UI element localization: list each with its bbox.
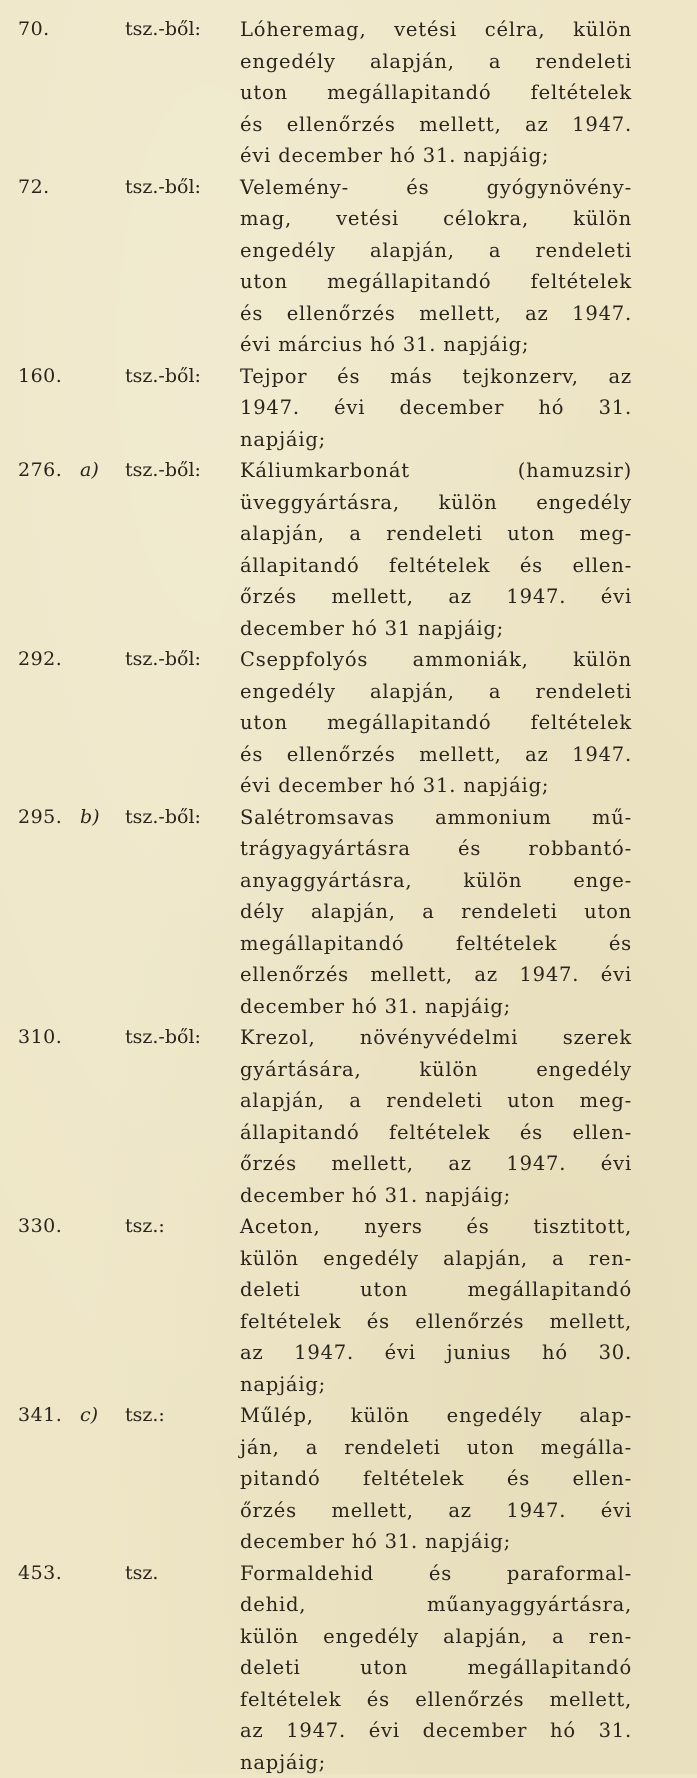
description-line: napjáig; [240, 424, 632, 456]
entry-number: 292. [18, 644, 78, 676]
description-line: anyaggyártásra, külön enge- [240, 865, 632, 897]
description-line: és ellenőrzés mellett, az 1947. [240, 109, 632, 141]
entry-description [240, 455, 632, 644]
description-line: december hó 31. napjáig; [240, 991, 632, 1023]
description-line: december hó 31. napjáig; [240, 1180, 632, 1212]
description-line: megállapitandó feltételek és [240, 928, 632, 960]
description-line: üveggyártásra, külön engedély [240, 487, 632, 519]
description-line: ellenőrzés mellett, az 1947. évi [240, 959, 632, 991]
entry-description [240, 644, 632, 802]
description-line: Lóheremag, vetési célra, külön [240, 14, 632, 46]
entry-tariff-reference: tsz.-ből: [125, 644, 201, 676]
description-line: Káliumkarbonát (hamuzsir) [240, 455, 632, 487]
description-line: pitandó feltételek és ellen- [240, 1463, 632, 1495]
tariff-entry [0, 1211, 697, 1400]
description-line: állapitandó feltételek és ellen- [240, 1117, 632, 1149]
description-line: külön engedély alapján, a ren- [240, 1621, 632, 1653]
entry-tariff-reference: tsz.-ből: [125, 172, 201, 204]
entry-tariff-reference: tsz.: [125, 1400, 165, 1432]
entry-tariff-reference: tsz.-ből: [125, 361, 201, 393]
description-line: engedély alapján, a rendeleti [240, 235, 632, 267]
tariff-entry [0, 14, 697, 172]
description-line: Krezol, növényvédelmi szerek [240, 1022, 632, 1054]
tariff-entry [0, 644, 697, 802]
description-line: napjáig; [240, 1747, 632, 1778]
entry-description [240, 1400, 632, 1558]
description-line: Velemény- és gyógynövény- [240, 172, 632, 204]
entry-number: 341. [18, 1400, 78, 1432]
description-line: Műlép, külön engedély alap- [240, 1400, 632, 1432]
tariff-entry [0, 361, 697, 456]
entry-number: 330. [18, 1211, 78, 1243]
entry-description [240, 14, 632, 172]
description-line: uton megállapitandó feltételek [240, 266, 632, 298]
description-line: uton megállapitandó feltételek [240, 77, 632, 109]
description-line: Tejpor és más tejkonzerv, az [240, 361, 632, 393]
description-line: gyártására, külön engedély [240, 1054, 632, 1086]
description-line: ján, a rendeleti uton megálla- [240, 1432, 632, 1464]
entry-tariff-reference: tsz.-ből: [125, 14, 201, 46]
entry-description [240, 1558, 632, 1778]
description-line: napjáig; [240, 1369, 632, 1401]
entry-number: 310. [18, 1022, 78, 1054]
description-line: évi december hó 31. napjáig; [240, 770, 632, 802]
description-line: engedély alapján, a rendeleti [240, 46, 632, 78]
entry-description [240, 172, 632, 361]
entry-tariff-reference: tsz.-ből: [125, 802, 201, 834]
entry-number: 453. [18, 1558, 78, 1590]
description-line: dehid, műanyaggyártásra, [240, 1589, 632, 1621]
entry-number: 160. [18, 361, 78, 393]
entry-tariff-reference: tsz.-ből: [125, 455, 201, 487]
description-line: december hó 31 napjáig; [240, 613, 632, 645]
entry-subitem: a) [80, 455, 99, 487]
description-line: 1947. évi december hó 31. [240, 392, 632, 424]
description-line: Cseppfolyós ammoniák, külön [240, 644, 632, 676]
entry-tariff-reference: tsz.: [125, 1211, 165, 1243]
entry-number: 70. [18, 14, 78, 46]
entry-tariff-reference: tsz.-ből: [125, 1022, 201, 1054]
description-line: évi március hó 31. napjáig; [240, 329, 632, 361]
description-line: Salétromsavas ammonium mű- [240, 802, 632, 834]
description-line: az 1947. évi junius hó 30. [240, 1337, 632, 1369]
description-line: külön engedély alapján, a ren- [240, 1243, 632, 1275]
tariff-entries-list [0, 14, 697, 1778]
description-line: trágyagyártásra és robbantó- [240, 833, 632, 865]
entry-subitem: c) [80, 1400, 98, 1432]
description-line: és ellenőrzés mellett, az 1947. [240, 739, 632, 771]
description-line: feltételek és ellenőrzés mellett, [240, 1306, 632, 1338]
description-line: és ellenőrzés mellett, az 1947. [240, 298, 632, 330]
entry-description [240, 802, 632, 1023]
description-line: őrzés mellett, az 1947. évi [240, 581, 632, 613]
entry-tariff-reference: tsz. [125, 1558, 158, 1590]
description-line: uton megállapitandó feltételek [240, 707, 632, 739]
entry-description [240, 1022, 632, 1211]
tariff-entry [0, 1022, 697, 1211]
description-line: évi december hó 31. napjáig; [240, 140, 632, 172]
tariff-entry [0, 1558, 697, 1778]
description-line: őrzés mellett, az 1947. évi [240, 1148, 632, 1180]
tariff-entry [0, 1400, 697, 1558]
entry-description [240, 1211, 632, 1400]
description-line: Aceton, nyers és tisztitott, [240, 1211, 632, 1243]
entry-number: 295. [18, 802, 78, 834]
description-line: december hó 31. napjáig; [240, 1526, 632, 1558]
tariff-entry [0, 172, 697, 361]
description-line: az 1947. évi december hó 31. [240, 1715, 632, 1747]
tariff-entry [0, 802, 697, 1023]
description-line: Formaldehid és paraformal- [240, 1558, 632, 1590]
description-line: alapján, a rendeleti uton meg- [240, 1085, 632, 1117]
description-line: őrzés mellett, az 1947. évi [240, 1495, 632, 1527]
entry-number: 276. [18, 455, 78, 487]
description-line: deleti uton megállapitandó [240, 1652, 632, 1684]
description-line: feltételek és ellenőrzés mellett, [240, 1684, 632, 1716]
entry-number: 72. [18, 172, 78, 204]
entry-description [240, 361, 632, 456]
description-line: engedély alapján, a rendeleti [240, 676, 632, 708]
description-line: állapitandó feltételek és ellen- [240, 550, 632, 582]
description-line: alapján, a rendeleti uton meg- [240, 518, 632, 550]
entry-subitem: b) [80, 802, 100, 834]
tariff-entry [0, 455, 697, 644]
description-line: dély alapján, a rendeleti uton [240, 896, 632, 928]
description-line: mag, vetési célokra, külön [240, 203, 632, 235]
description-line: deleti uton megállapitandó [240, 1274, 632, 1306]
